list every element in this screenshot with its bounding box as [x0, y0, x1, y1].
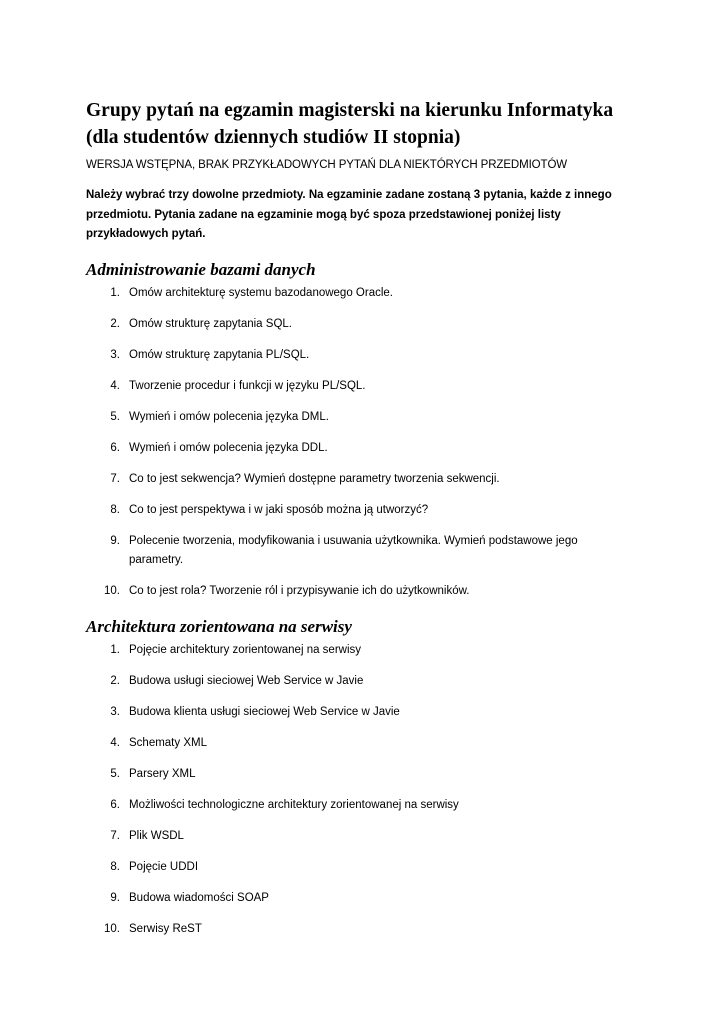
item-text: Wymień i omów polecenia języka DML.	[129, 411, 329, 423]
item-text: Wymień i omów polecenia języka DDL.	[129, 442, 328, 454]
item-number: 7.	[110, 830, 120, 842]
item-number: 10.	[104, 585, 120, 597]
item-text: Serwisy ReST	[129, 923, 202, 935]
item-text: Tworzenie procedur i funkcji w języku PL/SQL.	[129, 380, 366, 392]
item-number: 3.	[110, 349, 120, 361]
item-text: Co to jest sekwencja? Wymień dostępne parametry tworzenia sekwencji.	[129, 473, 500, 485]
item-number: 2.	[110, 675, 120, 687]
item-text: Omów strukturę zapytania PL/SQL.	[129, 349, 310, 361]
item-number: 8.	[110, 861, 120, 873]
item-number: 9.	[110, 535, 120, 547]
item-number: 10.	[104, 923, 120, 935]
item-number: 4.	[110, 737, 120, 749]
item-text: Omów strukturę zapytania SQL.	[129, 318, 292, 330]
item-text: Budowa klienta usługi sieciowej Web Service w Javie	[129, 706, 400, 718]
item-text: Parsery XML	[129, 768, 196, 780]
section-heading-administrowanie: Administrowanie bazami danych	[86, 260, 316, 279]
item-number: 5.	[110, 768, 120, 780]
item-text: Co to jest perspektywa i w jaki sposób można ją utworzyć?	[129, 504, 429, 516]
item-number: 7.	[110, 473, 120, 485]
item-text: Polecenie tworzenia, modyfikowania i usuwania użytkownika. Wymień podstawowe jego parametry.	[129, 535, 578, 566]
item-number: 5.	[110, 411, 120, 423]
item-text: Budowa usługi sieciowej Web Service w Javie	[129, 675, 364, 687]
item-number: 3.	[110, 706, 120, 718]
document-subtitle: WERSJA WSTĘPNA, BRAK PRZYKŁADOWYCH PYTAŃ DLA NIEKTÓRYCH PRZEDMIOTÓW	[86, 159, 568, 171]
item-text: Budowa wiadomości SOAP	[129, 892, 269, 904]
document-title: Grupy pytań na egzamin magisterski na kierunku Informatyka (dla studentów dziennych studiów II stopnia)	[86, 100, 614, 148]
section-heading-architektura: Architektura zorientowana na serwisy	[86, 617, 352, 636]
item-number: 1.	[110, 644, 120, 656]
intro-paragraph: Należy wybrać trzy dowolne przedmioty. Na egzaminie zadane zostaną 3 pytania, każde z innego przedmiotu. Pytania zadane na egzaminie mogą być spoza przedstawionej poniżej listy przykładowych pytań.	[86, 189, 612, 240]
item-number: 6.	[110, 442, 120, 454]
item-number: 4.	[110, 380, 120, 392]
item-number: 1.	[110, 287, 120, 299]
item-text: Omów architekturę systemu bazodanowego Oracle.	[129, 287, 393, 299]
item-number: 2.	[110, 318, 120, 330]
item-text: Co to jest rola? Tworzenie ról i przypisywanie ich do użytkowników.	[129, 585, 470, 597]
item-number: 9.	[110, 892, 120, 904]
item-number: 6.	[110, 799, 120, 811]
item-number: 8.	[110, 504, 120, 516]
item-text: Plik WSDL	[129, 830, 184, 842]
item-text: Pojęcie architektury zorientowanej na serwisy	[129, 644, 362, 656]
item-text: Pojęcie UDDI	[129, 861, 199, 873]
item-text: Schematy XML	[129, 737, 207, 749]
item-text: Możliwości technologiczne architektury zorientowanej na serwisy	[129, 799, 459, 811]
